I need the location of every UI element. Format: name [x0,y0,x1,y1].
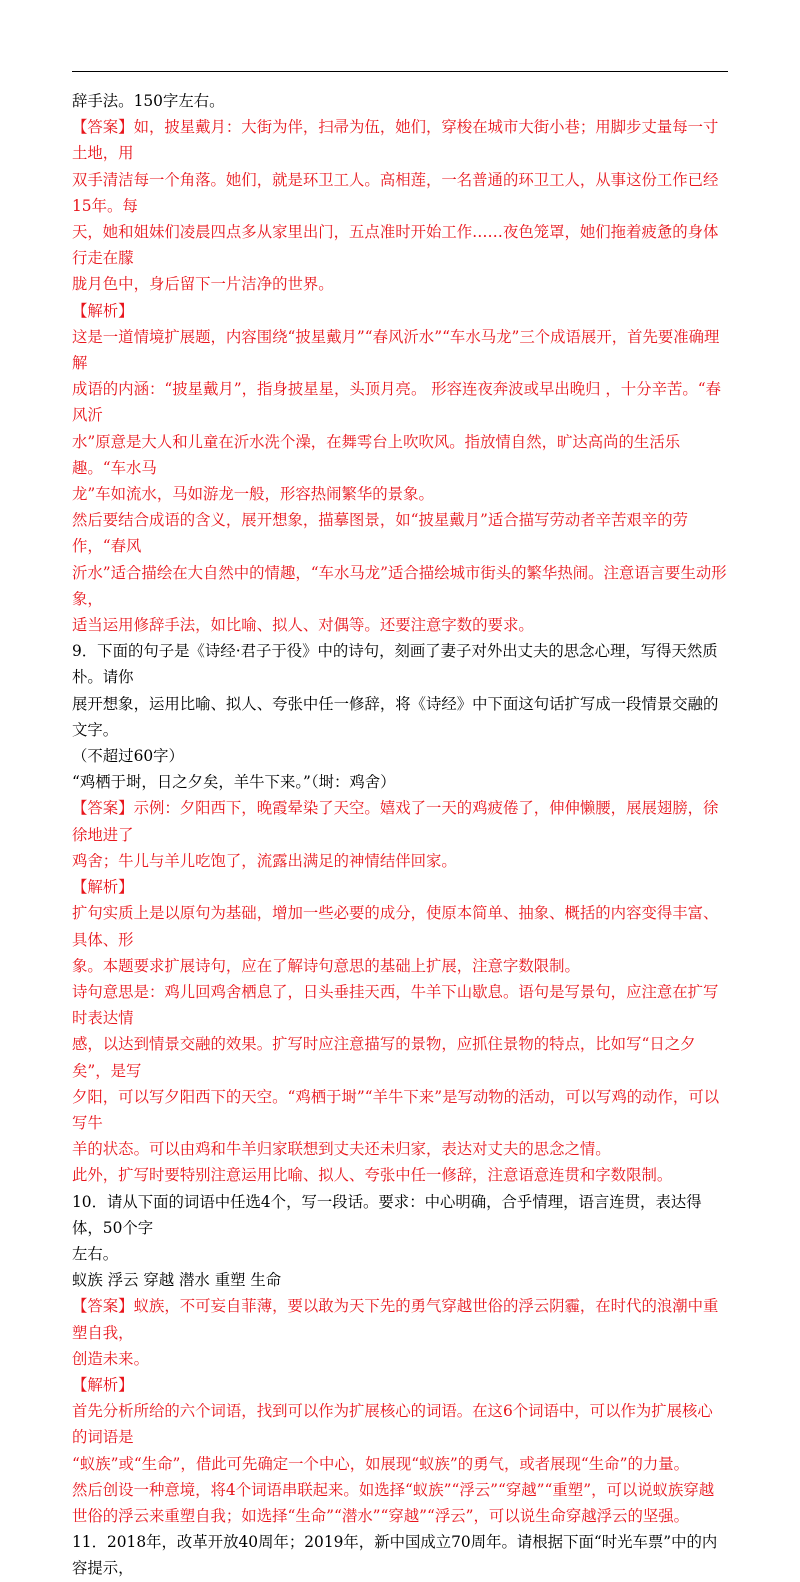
text-line: 羊的状态。可以由鸡和牛羊归家联想到丈夫还未归家，表达对丈夫的思念之情。 [72,1140,611,1159]
header-rule [72,71,728,72]
text-line: 扩句实质上是以原句为基础，增加一些必要的成分，使原本简单、抽象、概括的内容变得丰富、具体、形 [72,904,719,949]
text-line: 成语的内涵：“披星戴月”，指身披星星，头顶月亮。 形容连夜奔波或早出晚归 ，十分辛苦。“春风沂 [72,380,722,425]
text-line: 10．请从下面的词语中任选4个，写一段话。要求：中心明确，合乎情理，语言连贯，表达得体，50个字 [72,1192,702,1237]
text-line: 沂水”适合描绘在大自然中的情趣，“车水马龙”适合描绘城市街头的繁华热闹。注意语言要生动形象， [72,563,727,608]
text-line: 左右。 [72,1244,119,1263]
text-line: 首先分析所给的六个词语，找到可以作为扩展核心的词语。在这6个词语中，可以作为扩展核心的词语是 [72,1402,713,1447]
text-line: 【解析】 [72,1375,134,1394]
text-line: 【答案】如，披星戴月：大街为伴，扫帚为伍，她们，穿梭在城市大街小巷；用脚步丈量每一寸土地，用 [72,118,719,163]
text-line: 世俗的浮云来重塑自我；如选择“生命”“潜水”“穿越”“浮云”，可以说生命穿越浮云的坚强。 [72,1506,690,1525]
text-line: 11．2018年，改革开放40周年；2019年，新中国成立70周年。请根据下面“时光车票”中的内容提示， [72,1533,718,1578]
text-line: “鸡栖于埘，日之夕矣，羊牛下来。”（埘：鸡舍） [72,773,396,792]
text-line: “蚁族”或“生命”，借此可先确定一个中心，如展现“蚁族”的勇气，或者展现“生命”的力量。 [72,1454,690,1473]
text-line: 胧月色中，身后留下一片洁净的世界。 [72,275,334,294]
text-line: 诗句意思是：鸡儿回鸡舍栖息了，日头垂挂天西，牛羊下山歇息。语句是写景句，应注意在扩写时表达情 [72,982,719,1028]
text-line: 【答案】示例：夕阳西下，晚霞晕染了天空。嬉戏了一天的鸡疲倦了，伸伸懒腰，展展翅膀，徐徐地进了 [72,799,719,844]
text-line: 【答案】蚁族，不可妄自菲薄，要以敢为天下先的勇气穿越世俗的浮云阴霾，在时代的浪潮中重塑自我， [72,1297,719,1342]
text-line: 然后要结合成语的含义，展开想象，描摹图景，如“披星戴月”适合描写劳动者辛苦艰辛的劳作，“春风 [72,511,688,556]
text-line: 夕阳，可以写夕阳西下的天空。“鸡栖于埘”“羊牛下来”是写动物的活动，可以写鸡的动作，可以写牛 [72,1087,720,1132]
text-line: 象。本题要求扩展诗句，应在了解诗句意思的基础上扩展，注意字数限制。 [72,956,580,975]
text-line: 【解析】 [72,301,134,320]
text-line: 水”原意是大人和儿童在沂水洗个澡，在舞雩台上吹吹风。指放情自然，旷达高尚的生活乐趣。“车水马 [72,432,681,477]
text-line: 此外，扩写时要特别注意运用比喻、拟人、夸张中任一修辞，注意语意连贯和字数限制。 [72,1166,673,1185]
text-line: 感，以达到情景交融的效果。扩写时应注意描写的景物，应抓住景物的特点，比如写“日之夕矣”，是写 [72,1035,696,1080]
text-line: 这是一道情境扩展题，内容围绕“披星戴月”“春风沂水”“车水马龙”三个成语展开，首先要准确理解 [72,327,720,373]
text-line: 展开想象，运用比喻、拟人、夸张中任一修辞，将《诗经》中下面这句话扩写成一段情景交融的文字。 [72,694,719,739]
document-body [72,88,728,1582]
text-line: 双手清洁每一个角落。她们，就是环卫工人。高相莲，一名普通的环卫工人，从事这份工作已经15年。每 [72,170,719,215]
text-line: 龙”车如流水，马如游龙一般，形容热闹繁华的景象。 [72,485,434,504]
text-line: 然后创设一种意境，将4个词语串联起来。如选择“蚁族”“浮云”“穿越”“重塑”，可以说蚁族穿越 [72,1480,715,1499]
text-line: （不超过60字） [72,747,184,766]
text-line: 【解析】 [72,878,134,897]
text-line: 创造未来。 [72,1349,149,1368]
text-line: 鸡舍；牛儿与羊儿吃饱了，流露出满足的神情结伴回家。 [72,851,457,870]
text-line: 辞手法。150字左右。 [72,92,225,110]
text-line: 蚁族 浮云 穿越 潜水 重塑 生命 [72,1271,282,1290]
text-line: 适当运用修辞手法，如比喻、拟人、对偶等。还要注意字数的要求。 [72,616,534,635]
text-line: 9．下面的句子是《诗经·君子于役》中的诗句，刻画了妻子对外出丈夫的思念心理，写得天然质朴。请你 [72,642,718,687]
text-line: 天，她和姐妹们凌晨四点多从家里出门，五点准时开始工作……夜色笼罩，她们拖着疲惫的身体行走在朦 [72,223,719,268]
